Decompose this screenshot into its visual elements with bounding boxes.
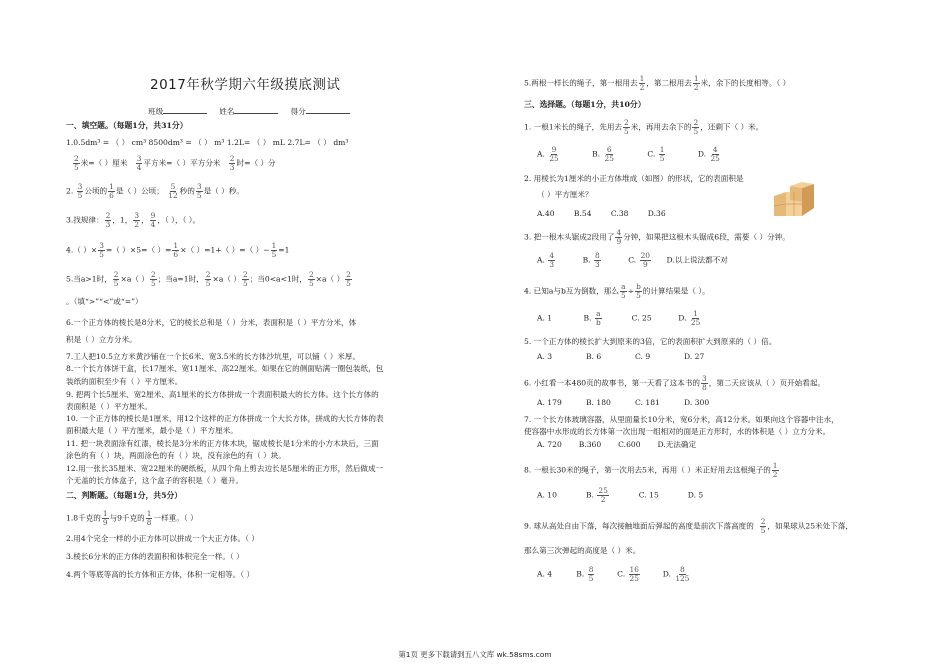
fraction: $\frac{6}{25}$ xyxy=(604,145,614,163)
fraction: $\frac{2}{5}$ xyxy=(308,270,314,288)
fraction: $\frac{2}{5}$ xyxy=(205,270,211,288)
choice-5: 5. 一个正方体的棱长扩大到原来的3倍，它的表面积扩大到原来的（ ）倍。 xyxy=(524,337,777,346)
question-12: 12.用一张长35厘米、宽22厘米的硬纸板，从四个角上剪去边长是5厘米的正方形，然后做成一 xyxy=(66,464,384,473)
choice-1: 1. 一根1米长的绳子，先用去 $\frac{2}{5}$ 米，再用去余下的 $\frac{2}{5}$ ，还剩下（ ）米。 xyxy=(524,118,764,136)
fraction: $\frac{2}{5}$ xyxy=(150,270,156,288)
fraction: $\frac{3}{5}$ xyxy=(196,182,202,200)
fraction: $\frac{4}{3}$ xyxy=(549,251,555,269)
choice-9-options: A. 4 B. $\frac{8}{5}$ C. $\frac{16}{25}$ D. $\frac{8}{125}$ xyxy=(537,565,690,583)
choice-6-options: A. 179 B. 180 C. 181 D. 300 xyxy=(537,398,710,407)
judge-2: 2.用4个完全一样的小正方体可以拼成一个大正方体。（ ） xyxy=(66,534,259,543)
student-info: 班级 姓名 得分 xyxy=(148,106,350,116)
fraction: $\frac{3}{5}$ xyxy=(99,241,104,259)
judge-5: 5.两根一样长的绳子，第一根用去 $\frac{1}{2}$ ，第二根用去 $\frac{1}{2}$ 米，余下的长度相等。（ ） xyxy=(524,74,791,92)
question-7: 7.工人把10.5立方米黄沙铺在一个长6米、宽3.5米的长方体沙坑里，可以铺（ ）米厚。 xyxy=(66,352,361,361)
fraction: $\frac{2}{5}$ xyxy=(113,270,119,288)
question-12b: 个无盖的长方体盒子，这个盒子的容积是（ ）毫升。 xyxy=(66,476,244,485)
fraction: $\frac{9}{25}$ xyxy=(549,145,559,163)
fraction: $\frac{3}{5}$ xyxy=(77,182,83,200)
choice-6: 6. 小红看一本480页的故事书，第一天看了这本书的 $\frac{3}{8}$ ，第二天应该从（ ）页开始看起。 xyxy=(524,374,826,392)
page-title: 2017年秋学期六年级摸底测试 xyxy=(150,77,341,93)
fraction: $\frac{1}{5}$ xyxy=(659,145,665,163)
question-6: 6.一个正方体的棱长是8分米，它的棱长总和是（ ）分米，表面积是（ ）平方分米，体 xyxy=(66,318,357,327)
choice-4-options: A. 1 B. $\frac{a}{b}$ C. 25 D. $\frac{1}{25}$ xyxy=(537,309,701,327)
fraction: $\frac{2}{3}$ xyxy=(105,211,111,229)
fraction: $\frac{20}{9}$ xyxy=(640,251,651,269)
fraction: $\frac{25}{2}$ xyxy=(598,486,608,504)
fraction: $\frac{2}{5}$ xyxy=(346,270,351,288)
choice-7b: 使容器中水形成的长方体第一次出现一组相对的面是正方形时，水的体积是（ ）立方分米。 xyxy=(524,427,831,436)
question-10b: 面积最大是（ ）平方厘米，最小是（ ）平方厘米。 xyxy=(66,426,238,435)
fraction: $\frac{2}{5}$ xyxy=(74,154,79,172)
fraction: $\frac{3}{8}$ xyxy=(702,374,707,392)
fraction: $\frac{9}{4}$ xyxy=(150,211,156,229)
choice-2-options: A.40 B.54 C.38 D.36 xyxy=(537,209,666,218)
question-9b: 表面积是（ ）平方厘米。 xyxy=(66,402,152,411)
section-choice: 三、选择题。（每题1分，共10分） xyxy=(524,100,646,109)
fraction: $\frac{2}{5}$ xyxy=(242,270,248,288)
question-5-note: 。（填“>”“<”或“=”） xyxy=(66,297,143,306)
choice-9: 9. 球从高处自由下落，每次接触地面后弹起的高度是前次下落高度的 $\frac{2}{5}$ ，如果球从25米处下落， xyxy=(524,517,854,535)
fraction: $\frac{1}{2}$ xyxy=(772,461,778,479)
fraction: $\frac{a}{5}$ xyxy=(620,282,626,300)
page-footer: 第1页 更多下载请到五八文库 wk.58sms.com xyxy=(398,650,552,659)
question-11b: 涂色的有（ ）块，两面涂色的有（ ）块，没有涂色的有（ ）块。 xyxy=(66,451,286,460)
choice-8: 8. 一根长30米的绳子，第一次用去5米，再用（ ）米正好用去这根绳子的 $\frac{1}{2}$ xyxy=(524,461,778,479)
choice-9b: 那么第三次弹起的高度是（ ）米。 xyxy=(524,546,641,555)
judge-3: 3.棱长6分米的正方体的表面积和体积完全一样。（ ） xyxy=(66,552,244,561)
question-4: 4.（ ）× $\frac{3}{5}$ =（ ）×5=（ ）= $\frac{1}{6}$ ×（ ）=1+（ ）=（ ）− $\frac{1}{5}$ =1 xyxy=(66,241,290,259)
choice-2b: （ ）平方厘米？ xyxy=(537,190,593,199)
fraction: $\frac{3}{4}$ xyxy=(136,154,142,172)
fraction: $\frac{8}{5}$ xyxy=(588,565,594,583)
fraction: $\frac{8}{3}$ xyxy=(594,251,600,269)
fraction: $\frac{1}{6}$ xyxy=(109,182,114,200)
question-1: 1.0.5dm³ = （ ） cm³ 8500dm³ = （ ） m³ 1.2L= （ ） mL 2.7L= （ ） dm³ xyxy=(66,138,349,147)
question-6b: 积是（ ）立方分米。 xyxy=(66,335,137,344)
question-8b: 装纸的面积至少有（ ）平方厘米。 xyxy=(66,377,183,386)
question-5: 5.当a>1时， $\frac{2}{5}$ ×a（ ） $\frac{2}{5}$ ；当a=1时， $\frac{2}{5}$ ×a（ ） $\frac{2}{5}$ ；当0<a<1时， $\frac{2}{5}$ ×a（ ） $\frac{2}{5}$ xyxy=(66,270,351,288)
choice-8-options: A. 10 B. $\frac{25}{2}$ C. 15 D. 5 xyxy=(537,486,704,504)
choice-5-options: A. 3 B. 6 C. 9 D. 27 xyxy=(537,352,705,361)
fraction: $\frac{1}{9}$ xyxy=(102,509,108,527)
section-judge: 二、判断题。（每题1分，共5分） xyxy=(66,491,183,500)
fraction: $\frac{1}{2}$ xyxy=(693,74,699,92)
fraction: $\frac{1}{25}$ xyxy=(690,309,701,327)
question-11: 11. 把一块表面涂有红漆，棱长是3分米的正方体木块，锯成棱长是1分米的小方木块后，三面 xyxy=(66,439,379,448)
question-1b: $\frac{2}{5}$ 米=（ ）厘米 $\frac{3}{4}$ 平方米=（ ）平方分米 $\frac{2}{3}$ 时=（ ）分 xyxy=(74,154,276,172)
judge-1: 1.8千克的 $\frac{1}{9}$ 与9千克的 $\frac{1}{8}$ 一样重。（ ） xyxy=(66,509,198,527)
fraction: $\frac{1}{6}$ xyxy=(173,241,179,259)
fraction: $\frac{5}{12}$ xyxy=(168,182,178,200)
choice-4: 4. 已知a与b互为倒数，那么 $\frac{a}{5}$ ÷ $\frac{b}{5}$ 的计算结果是（ ）。 xyxy=(524,282,710,300)
fraction: $\frac{16}{25}$ xyxy=(629,565,639,583)
section-fill-in: 一、填空题。（每题1分，共31分） xyxy=(66,121,188,130)
choice-3: 3. 把一根木头锯成2段用了 $\frac{4}{9}$ 分钟，如果把这根木头锯成6段，需要（ ）分钟。 xyxy=(524,228,790,246)
fraction: $\frac{2}{3}$ xyxy=(229,154,235,172)
cube-stack-figure xyxy=(772,182,818,218)
fraction: $\frac{8}{125}$ xyxy=(675,565,690,583)
question-8: 8.一个长方体饼干盒，长17厘米、宽11厘米、高22厘米。如果在它的侧面贴满一圈包装纸，包 xyxy=(66,364,384,373)
question-2: 2. $\frac{3}{5}$ 公顷的 $\frac{1}{6}$ 是（ ）公顷； $\frac{5}{12}$ 秒的 $\frac{3}{5}$ 是（ ）秒。 xyxy=(66,182,244,200)
fraction: $\frac{b}{5}$ xyxy=(636,282,641,300)
fraction: $\frac{1}{5}$ xyxy=(271,241,277,259)
question-9: 9. 把两个长5厘米、宽2厘米、高1厘米的长方体拼成一个表面积最大的长方体。这个长方体的 xyxy=(66,390,379,399)
question-3: 3.找规律： $\frac{2}{3}$ ，1， $\frac{3}{2}$ ， $\frac{9}{4}$ ，（ ），（ ）。 xyxy=(66,211,201,229)
fraction: $\frac{1}{2}$ xyxy=(639,74,645,92)
fraction: $\frac{2}{5}$ xyxy=(624,118,629,136)
fraction: $\frac{2}{5}$ xyxy=(693,118,699,136)
choice-7: 7. 一个长方体玻璃容器，从里面量长10分米，宽6分米，高12分米。如果向这个容器中注水， xyxy=(524,415,839,424)
choice-7-options: A. 720 B.360 C.600 D.无法确定 xyxy=(537,440,697,449)
choice-2: 2. 用棱长为1厘米的小正方体堆成（如图）的形状，它的表面积是 xyxy=(524,174,744,183)
fraction: $\frac{2}{5}$ xyxy=(760,517,766,535)
fraction: $\frac{3}{2}$ xyxy=(134,211,140,229)
fraction: $\frac{a}{b}$ xyxy=(595,309,601,327)
judge-4: 4.两个等底等高的长方体和正方体，体积一定相等。（ ） xyxy=(66,570,255,579)
question-10: 10. 一个正方体的棱长是1厘米，用12个这样的正方体拼成一个大长方体，拼成的大长方体的表 xyxy=(66,414,384,423)
choice-1-options: A. $\frac{9}{25}$ B. $\frac{6}{25}$ C. $\frac{1}{5}$ D. $\frac{4}{25}$ xyxy=(537,145,720,163)
choice-3-options: A. $\frac{4}{3}$ B. $\frac{8}{3}$ C. $\frac{20}{9}$ D.以上说法都不对 xyxy=(537,251,728,269)
fraction: $\frac{4}{25}$ xyxy=(710,145,720,163)
fraction: $\frac{1}{8}$ xyxy=(146,509,152,527)
fraction: $\frac{4}{9}$ xyxy=(616,228,622,246)
